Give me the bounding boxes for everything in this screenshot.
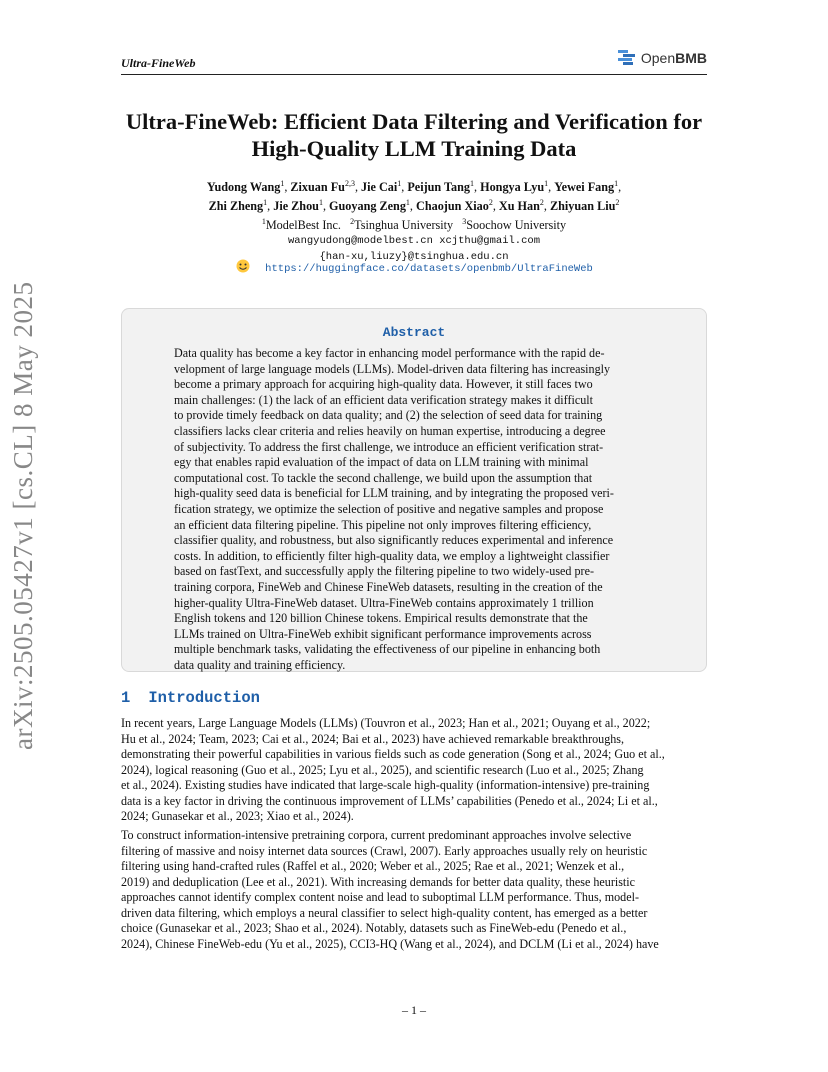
abstract-line: multiple benchmark tasks, validating the effectiveness of our pipeline in enhancing both [174, 642, 601, 657]
affiliation: Soochow University [466, 218, 567, 233]
huggingface-icon [235, 259, 251, 273]
author-name: Zhiyuan Liu [550, 199, 616, 214]
abstract-line: egy that enables rapid evaluation of the impact of data on LLM training with minimal [174, 455, 589, 470]
author-name: Zixuan Fu [290, 180, 345, 195]
abstract-line: based on fastText, and successfully apply the filtering pipeline to two widely-used pre- [174, 564, 594, 579]
paragraph-line: In recent years, Large Language Models (LLMs) (Touvron et al., 2023; Han et al., 2021; Ouyang et al., 2022; [121, 716, 651, 730]
author-line-2: Zhi Zheng$^1$, Jie Zhou$^1$, Guoyang Zeng$^1$, Chaojun Xiao$^2$, Xu Han$^2$, Zhiyuan Liu$^2$ [208, 198, 620, 214]
abstract-line: Data quality has become a key factor in enhancing model performance with the rapid de- [174, 346, 605, 360]
abstract-line: higher-quality Ultra-FineWeb dataset. Ultra-FineWeb contains approximately 1 trillion [174, 595, 594, 610]
openbmb-logo-text: OpenBMB [640, 50, 707, 66]
abstract-body [174, 346, 656, 673]
abstract-line: high-quality seed data is beneficial for LLM training, and by integrating the proposed veri- [174, 486, 614, 501]
paragraph-line: approaches cannot identify complex content noise and lead to suboptimal LLM performance. Thus, model- [121, 890, 639, 904]
intro-paragraph-2 [121, 828, 707, 952]
running-title: Ultra-FineWeb [121, 56, 196, 70]
paragraph-line: 2024), logical reasoning (Guo et al., 2025; Lyu et al., 2025), and scientific research (Luo et al., 2025; Zhang [121, 762, 644, 777]
email-line-2: {han-xu,liuzy}@tsinghua.edu.cn [319, 251, 509, 264]
paragraph-line: data is a key factor in driving the continuous improvement of LLMs’ capabilities (Penedo et al., 2024; Li et al., [121, 793, 658, 808]
abstract-line: LLMs trained on Ultra-FineWeb exhibit significant performance improvements across [174, 626, 592, 641]
paragraph-line: driven data filtering, which employs a neural classifier to select high-quality content, has emerged as a better [121, 905, 648, 920]
paragraph-line: choice (Gunasekar et al., 2023; Shao et al., 2024). Notably, datasets such as FineWeb-edu (Penedo et al., [121, 921, 627, 935]
paragraph-line: demonstrating their powerful capabilities in various fields such as code generation (Song et al., 2024; Guo et al., [121, 747, 665, 761]
author-name: Xu Han [498, 199, 540, 214]
openbmb-logo-icon [617, 48, 637, 68]
page-number: – 1 – [402, 1003, 426, 1017]
paragraph-line: et al., 2024). Existing studies have indicated that large-scale high-quality (information-intensive) pre-training [121, 778, 650, 792]
email-line-1: wangyudong@modelbest.cn xcjthu@gmail.com [287, 235, 541, 248]
paragraph-line: To construct information-intensive pretraining corpora, current predominant approaches involve selective [121, 828, 632, 842]
author-name: Yewei Fang [554, 180, 615, 195]
author-name: Jie Cai [361, 180, 398, 195]
affiliation: ModelBest Inc. [265, 218, 341, 233]
openbmb-logo [617, 48, 707, 68]
section-heading [121, 689, 260, 707]
abstract-line: become a primary approach for acquiring high-quality data. However, it still faces two [174, 377, 593, 392]
abstract-box [121, 308, 707, 672]
affiliations: $^1$ModelBest Inc. $^2$Tsinghua University $^3$Soochow University [261, 217, 567, 233]
section-number: 1 [121, 689, 131, 707]
paragraph-line: filtering of massive and noisy internet data sources (Crawl, 2007). Early approaches usually rely on heuristic [121, 843, 648, 858]
abstract-line: English tokens and 120 billion Chinese tokens. Empirical results demonstrate that the [174, 611, 588, 626]
abstract-line: to provide timely feedback on data quality; and (2) the selection of seed data for training [174, 408, 603, 423]
title-line-2: High-Quality LLM Training Data [251, 136, 577, 161]
author-name: Hongya Lyu [480, 180, 545, 195]
author-name: Chaojun Xiao [416, 199, 489, 214]
abstract-line: main challenges: (1) the lack of an efficient data verification strategy makes it difficult [174, 392, 593, 407]
paragraph-line: Hu et al., 2024; Team, 2023; Cai et al., 2024; Bai et al., 2023) have achieved remarkable breakthroughs, [121, 731, 625, 746]
abstract-line: classifier quality, and robustness, but also significantly reduces experimental and inference [174, 533, 614, 548]
author-name: Peijun Tang [407, 180, 471, 195]
intro-paragraph-1 [121, 716, 707, 825]
paragraph-line: 2024), Chinese FineWeb-edu (Yu et al., 2025), CCI3-HQ (Wang et al., 2024), and DCLM (Li et al., 2024) have [121, 936, 659, 951]
dataset-link-row [100, 258, 728, 276]
abstract-line: data quality and training efficiency. [174, 657, 346, 672]
paragraph-line: filtering using hand-crafted rules (Raffel et al., 2020; Weber et al., 2025; Rae et al., 2021; Wenzek et al., [121, 859, 625, 873]
abstract-line: classifiers lacks clear criteria and relies heavily on human expertise, introducing a degree [174, 423, 606, 438]
abstract-line: velopment of large language models (LLMs). Model-driven data filtering has increasingly [174, 361, 611, 376]
page-header [121, 48, 707, 75]
abstract-line: costs. In addition, to efficiently filter high-quality data, we employ a lightweight classifier [174, 548, 610, 563]
section-title: Introduction [148, 689, 260, 707]
author-name: Yudong Wang [206, 180, 281, 195]
author-name: Jie Zhou [273, 199, 319, 214]
author-name: Zhi Zheng [208, 199, 264, 214]
abstract-line: computational cost. To tackle the second challenge, we build upon the assumption that [174, 470, 593, 485]
affiliation: Tsinghua University [354, 218, 454, 233]
abstract-heading: Abstract [382, 325, 446, 340]
author-line-1: Yudong Wang$^1$, Zixuan Fu$^{2,3}$, Jie Cai$^1$, Peijun Tang$^1$, Hongya Lyu$^1$, Yewei Fang$^1$, [206, 179, 622, 195]
dataset-link[interactable]: https://huggingface.co/datasets/openbmb/UltraFineWeb [265, 263, 593, 275]
author-block [100, 176, 728, 265]
paragraph-line: 2024; Gunasekar et al., 2023; Xiao et al., 2024). [121, 809, 354, 823]
arxiv-identifier: arXiv:2505.05427v1 [cs.CL] 8 May 2025 [8, 281, 38, 750]
abstract-line: of subjectivity. To address the first challenge, we introduce an efficient verification strat- [174, 439, 604, 454]
abstract-line: fication strategy, we optimize the selection of positive and negative samples and propose [174, 501, 604, 516]
paper-title [100, 108, 728, 162]
title-line-1: Ultra-FineWeb: Efficient Data Filtering and Verification for [125, 109, 703, 134]
author-name: Guoyang Zeng [329, 199, 406, 214]
paragraph-line: 2019) and deduplication (Lee et al., 2021). With increasing demands for better data quality, these heuristic [121, 874, 636, 889]
abstract-line: training corpora, FineWeb and Chinese FineWeb datasets, resulting in the creation of the [174, 579, 603, 594]
abstract-line: an efficient data filtering pipeline. This pipeline not only improves filtering efficiency, [174, 517, 592, 532]
